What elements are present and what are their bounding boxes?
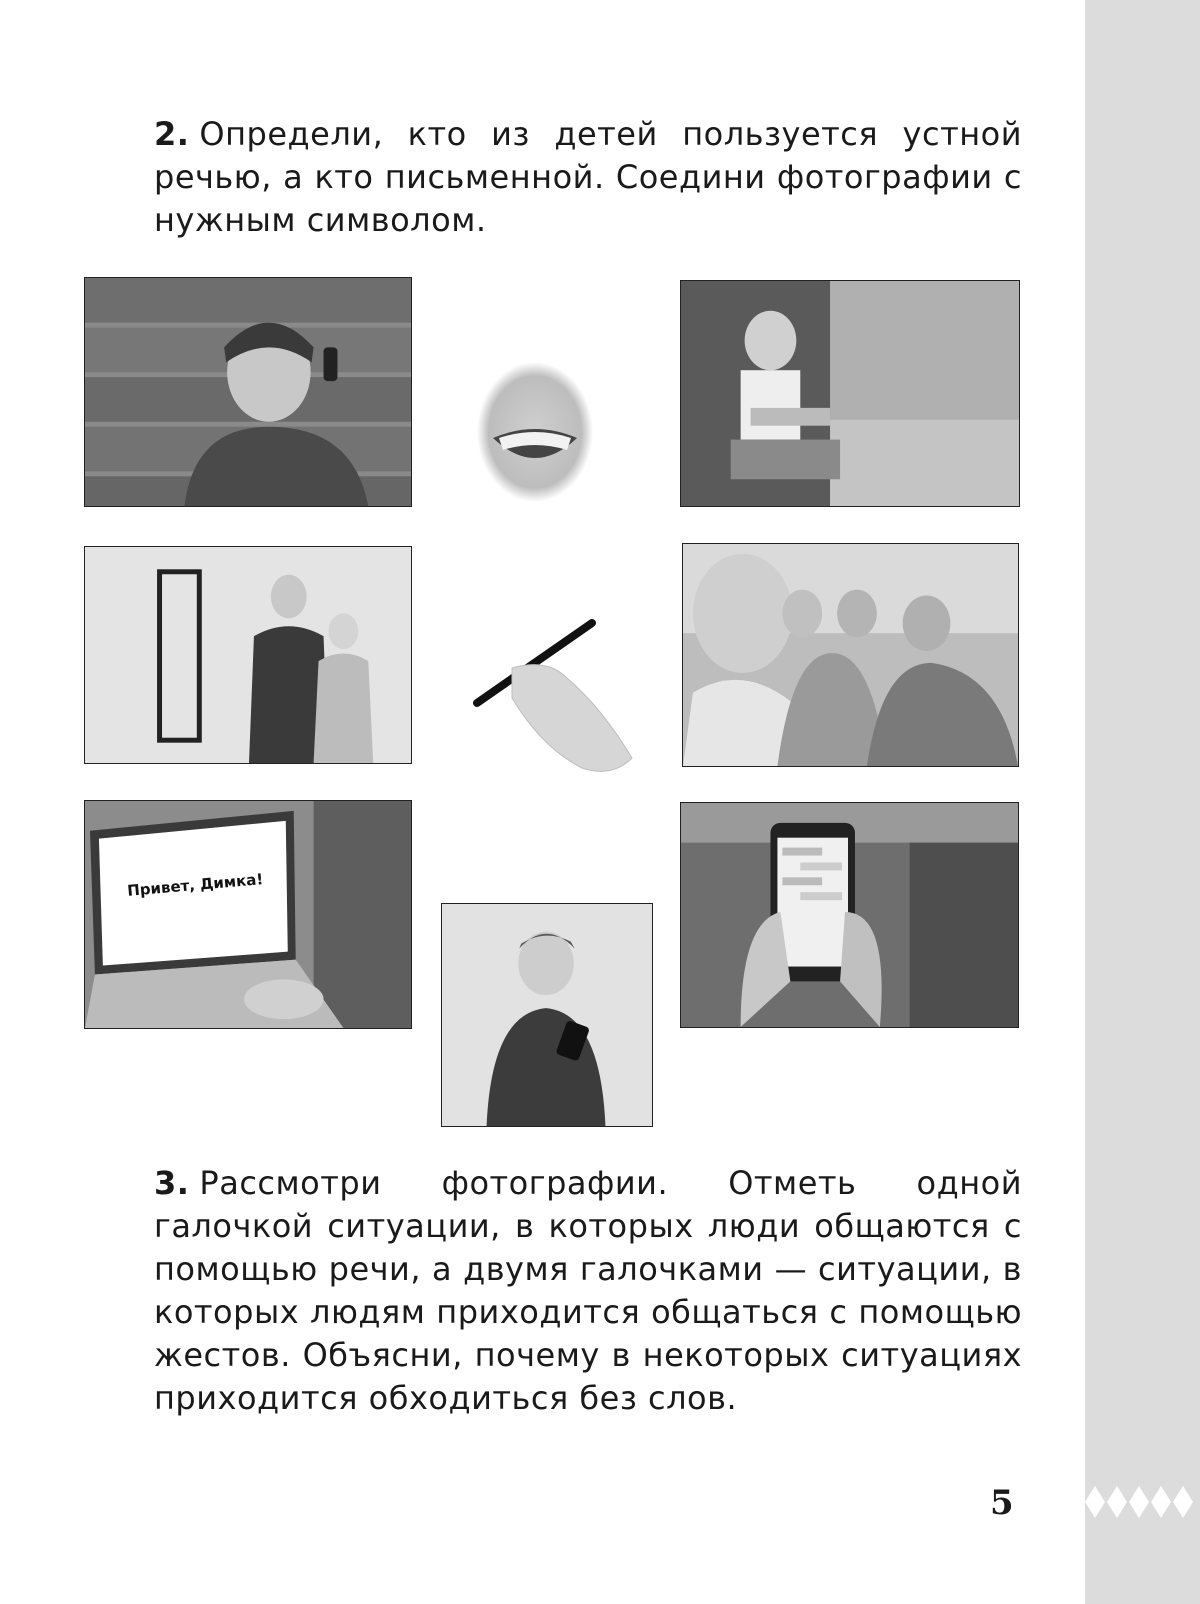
laptop-screen-text: Привет, Димка! (126, 870, 264, 900)
task-2-number: 2. (154, 115, 190, 153)
pen-hand-symbol (472, 618, 642, 786)
task-2 (154, 113, 1022, 242)
zigzag-ornament (1085, 1482, 1200, 1522)
side-strip (1085, 0, 1200, 1604)
mouth-symbol (475, 360, 595, 505)
photo-laptop-message (84, 800, 412, 1029)
photo-phone-messaging (680, 802, 1019, 1028)
task-2-text: Определи, кто из детей пользуется устной речью, а кто письменной. Соедини фотографии с нужным символом. (154, 115, 1022, 239)
task-3-text: Рассмотри фотографии. Отметь одной галочкой ситуации, в которых люди общаются с помощью речи, а двумя галочками — ситуации, в которых людям приходится общаться с помощью жестов. Объясни, почему в некоторых ситуациях приходится обходиться без слов. (154, 1164, 1022, 1417)
photo-boy-talking-on-phone (84, 277, 412, 507)
photo-woman-and-girl (84, 546, 412, 764)
task-3 (154, 1162, 1022, 1420)
photo-people-talking (682, 543, 1019, 767)
page-number: 5 (990, 1483, 1014, 1523)
photo-boy-with-phone (441, 903, 653, 1127)
task-3-number: 3. (154, 1164, 190, 1202)
photo-boy-reading-book (680, 280, 1020, 507)
